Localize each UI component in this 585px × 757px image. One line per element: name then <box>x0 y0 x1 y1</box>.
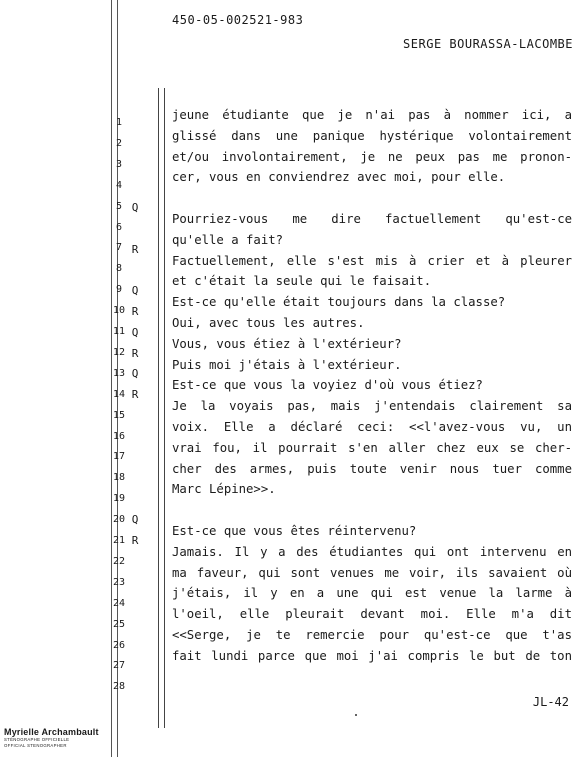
line-number: 1 <box>115 117 123 128</box>
line-number: 28 <box>112 681 126 693</box>
transcript-line: Pourriez-vous me dire factuellement qu'est-ce <box>172 212 572 226</box>
line-number: 22 <box>112 555 126 567</box>
line-number: 14 <box>112 388 126 400</box>
line-number: 3 <box>115 158 123 170</box>
line-number: 15 <box>112 409 126 421</box>
transcript-line: l'oeil, elle pleurait devant moi. Elle m'a dit <box>172 607 572 622</box>
stenographer-title-fr: STÉNOGRAPHE OFFICIELLE <box>4 737 70 742</box>
case-number: 450-05-002521-983 <box>172 13 304 27</box>
transcript-line: <<Serge, je te remercie pour qu'est-ce que t'as <box>172 628 572 642</box>
line-number: 10 <box>112 305 126 317</box>
transcript-line: Oui, avec tous les autres. <box>172 316 365 330</box>
transcript-line: et c'était la seule qui le faisait. <box>172 274 432 289</box>
line-number: 19 <box>112 493 126 505</box>
transcript-line: voix. Elle a déclaré ceci: <<l'avez-vous vu, un <box>172 420 572 434</box>
line-number: 12 <box>112 346 126 358</box>
line-number: 27 <box>112 660 126 672</box>
ink-speck <box>355 714 357 716</box>
transcript-line: Jamais. Il y a des étudiantes qui ont intervenu en <box>172 544 572 559</box>
speaker-marker: Q <box>131 513 139 526</box>
page-number: JL-42 <box>532 695 569 709</box>
line-number: 21 <box>112 535 126 546</box>
line-number: 23 <box>112 576 126 588</box>
transcript-line: ma faveur, qui sont venues me voir, ils savaient où <box>172 565 572 580</box>
line-number: 5 <box>115 200 123 212</box>
speaker-marker: Q <box>131 201 139 214</box>
stenographer-stamp <box>4 727 104 749</box>
line-number: 11 <box>112 326 126 337</box>
transcript-line: Vous, vous étiez à l'extérieur? <box>172 336 402 351</box>
speaker-marker: Q <box>131 325 139 339</box>
line-number: 9 <box>115 284 123 296</box>
line-number: 8 <box>115 263 123 275</box>
transcript-line: glissé dans une panique hystérique volontairement <box>172 128 572 143</box>
speaker-column-rule-left <box>158 88 159 728</box>
stenographer-name: Myrielle Archambault <box>4 727 99 737</box>
line-number: 20 <box>112 514 126 526</box>
speaker-marker: R <box>131 305 139 318</box>
speaker-column-rule-right <box>164 88 165 728</box>
witness-name: SERGE BOURASSA-LACOMBE <box>403 37 573 51</box>
speaker-marker: R <box>131 533 139 547</box>
speaker-marker: R <box>131 242 139 256</box>
stenographer-title-en: OFFICIAL STENOGRAPHER <box>4 743 67 748</box>
transcript-line: Est-ce qu'elle était toujours dans la classe? <box>172 295 506 310</box>
transcript-line: cer, vous en conviendrez avec moi, pour elle. <box>172 170 506 185</box>
transcript-line: j'étais, il y en a une qui est venue la larme à <box>172 586 572 601</box>
line-number: 26 <box>112 639 126 651</box>
transcript-line: qu'elle a fait? <box>172 232 284 247</box>
transcript-line: fait lundi parce que moi j'ai compris le but de ton <box>172 648 572 663</box>
line-number: 13 <box>112 367 126 379</box>
transcript-line: Je la voyais pas, mais j'entendais clairement sa <box>172 399 572 414</box>
transcript-line: Factuellement, elle s'est mis à crier et à pleurer <box>172 253 572 268</box>
line-number: 4 <box>115 179 123 191</box>
transcript-line: jeune étudiante que je n'ai pas à nommer ici, a <box>172 108 572 122</box>
line-number: 2 <box>115 137 123 149</box>
line-number: 24 <box>112 597 126 609</box>
transcript-line: et/ou involontairement, je ne peux pas me pronon- <box>172 149 572 164</box>
transcript-line: Marc Lépine>>. <box>172 482 276 497</box>
line-number: 6 <box>115 221 123 233</box>
transcript-line: vrai fou, il pourrait s'en aller chez eux se cher- <box>172 440 572 455</box>
speaker-marker: R <box>131 346 139 360</box>
line-number: 17 <box>112 451 126 463</box>
line-number: 7 <box>115 242 123 254</box>
speaker-marker: Q <box>131 284 139 298</box>
transcript-line: Puis moi j'étais à l'extérieur. <box>172 357 402 372</box>
line-number: 18 <box>112 472 126 484</box>
line-number: 25 <box>112 618 126 630</box>
speaker-marker: R <box>131 388 139 402</box>
transcript-line: Est-ce que vous êtes réintervenu? <box>172 524 417 538</box>
speaker-marker: Q <box>131 367 139 381</box>
transcript-line: Est-ce que vous la voyiez d'où vous étiez? <box>172 378 483 393</box>
transcript-line: cher des armes, puis toute venir nous tuer comme <box>172 461 572 476</box>
line-number: 16 <box>112 430 126 442</box>
